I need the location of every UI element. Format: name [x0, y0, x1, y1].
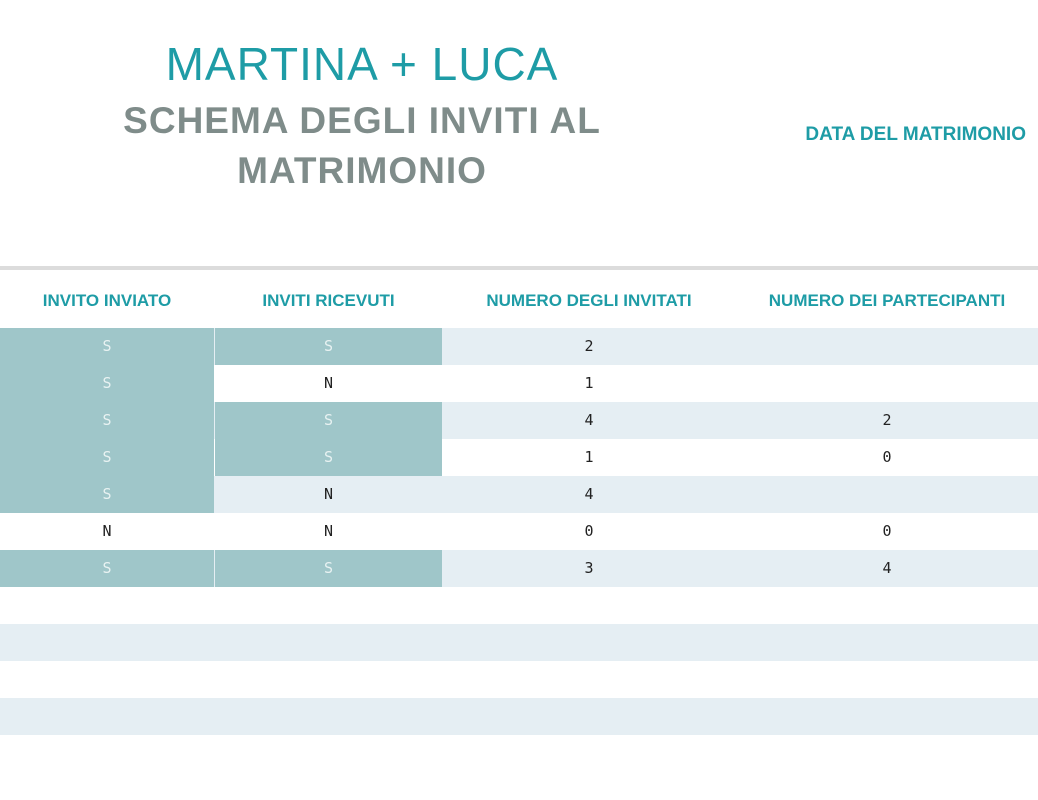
column-header-invito-inviato[interactable]: INVITO INVIATO [42, 291, 172, 310]
table-row [0, 476, 1038, 513]
column-header-numero-partecipanti[interactable]: NUMERO DEI PARTECIPANTI [768, 291, 1006, 310]
cell-numero-partecipanti[interactable] [736, 624, 1038, 661]
cell-numero-invitati[interactable]: 3 [584, 559, 594, 577]
cell-numero-invitati[interactable] [442, 624, 736, 661]
table-row [0, 328, 1038, 365]
cell-inviti-ricevuti[interactable]: N [323, 485, 334, 503]
table-row [0, 698, 1038, 735]
column-header-inviti-ricevuti[interactable]: INVITI RICEVUTI [262, 291, 395, 310]
cell-invito-inviato[interactable]: S [0, 365, 214, 402]
table-body [0, 328, 1038, 735]
cell-numero-partecipanti[interactable] [736, 365, 1038, 402]
column-header-numero-invitati[interactable]: NUMERO DEGLI INVITATI [486, 291, 692, 310]
cell-numero-invitati[interactable]: 4 [584, 411, 594, 429]
cell-invito-inviato[interactable] [0, 624, 214, 661]
cell-invito-inviato[interactable]: S [0, 402, 214, 439]
cell-inviti-ricevuti[interactable]: N [323, 374, 334, 392]
cell-inviti-ricevuti[interactable]: S [215, 550, 442, 587]
cell-inviti-ricevuti[interactable] [215, 661, 442, 698]
table-row [0, 624, 1038, 661]
cell-inviti-ricevuti[interactable] [215, 624, 442, 661]
cell-numero-invitati[interactable]: 1 [584, 448, 594, 466]
table-row [0, 439, 1038, 476]
cell-numero-partecipanti[interactable]: 0 [882, 522, 892, 540]
cell-inviti-ricevuti[interactable] [215, 698, 442, 735]
cell-numero-invitati[interactable] [442, 661, 736, 698]
cell-numero-invitati[interactable]: 4 [584, 485, 594, 503]
cell-numero-partecipanti[interactable] [736, 698, 1038, 735]
cell-numero-partecipanti[interactable] [736, 476, 1038, 513]
cell-inviti-ricevuti[interactable]: S [215, 439, 442, 476]
table-row [0, 365, 1038, 402]
cell-numero-partecipanti[interactable] [736, 587, 1038, 624]
cell-invito-inviato[interactable]: S [0, 439, 214, 476]
table-row [0, 513, 1038, 550]
cell-numero-invitati[interactable]: 2 [584, 337, 594, 355]
table-row [0, 550, 1038, 587]
cell-numero-invitati[interactable]: 1 [584, 374, 594, 392]
cell-invito-inviato[interactable]: S [0, 550, 214, 587]
header-divider [0, 266, 1038, 270]
cell-numero-partecipanti[interactable]: 0 [882, 448, 892, 466]
cell-numero-partecipanti[interactable]: 2 [882, 411, 892, 429]
couple-names: MARTINA + LUCA [165, 38, 559, 90]
cell-numero-partecipanti[interactable] [736, 661, 1038, 698]
table-header [0, 278, 1038, 324]
cell-numero-invitati[interactable] [442, 587, 736, 624]
cell-invito-inviato[interactable]: S [0, 476, 214, 513]
cell-inviti-ricevuti[interactable] [215, 587, 442, 624]
cell-inviti-ricevuti[interactable]: S [215, 328, 442, 365]
page-title: SCHEMA DEGLI INVITI AL MATRIMONIO [123, 100, 601, 191]
cell-inviti-ricevuti[interactable]: S [215, 402, 442, 439]
cell-invito-inviato[interactable] [0, 698, 214, 735]
cell-invito-inviato[interactable] [0, 587, 214, 624]
cell-numero-partecipanti[interactable] [736, 328, 1038, 365]
title-block [60, 36, 664, 196]
table-row [0, 587, 1038, 624]
wedding-date-label[interactable]: DATA DEL MATRIMONIO [805, 124, 1026, 145]
cell-invito-inviato[interactable] [0, 661, 214, 698]
cell-inviti-ricevuti[interactable]: N [323, 522, 334, 540]
cell-numero-partecipanti[interactable]: 4 [882, 559, 892, 577]
cell-invito-inviato[interactable]: N [102, 522, 112, 540]
cell-numero-invitati[interactable]: 0 [584, 522, 594, 540]
table-row [0, 402, 1038, 439]
cell-numero-invitati[interactable] [442, 698, 736, 735]
cell-invito-inviato[interactable]: S [0, 328, 214, 365]
table-row [0, 661, 1038, 698]
